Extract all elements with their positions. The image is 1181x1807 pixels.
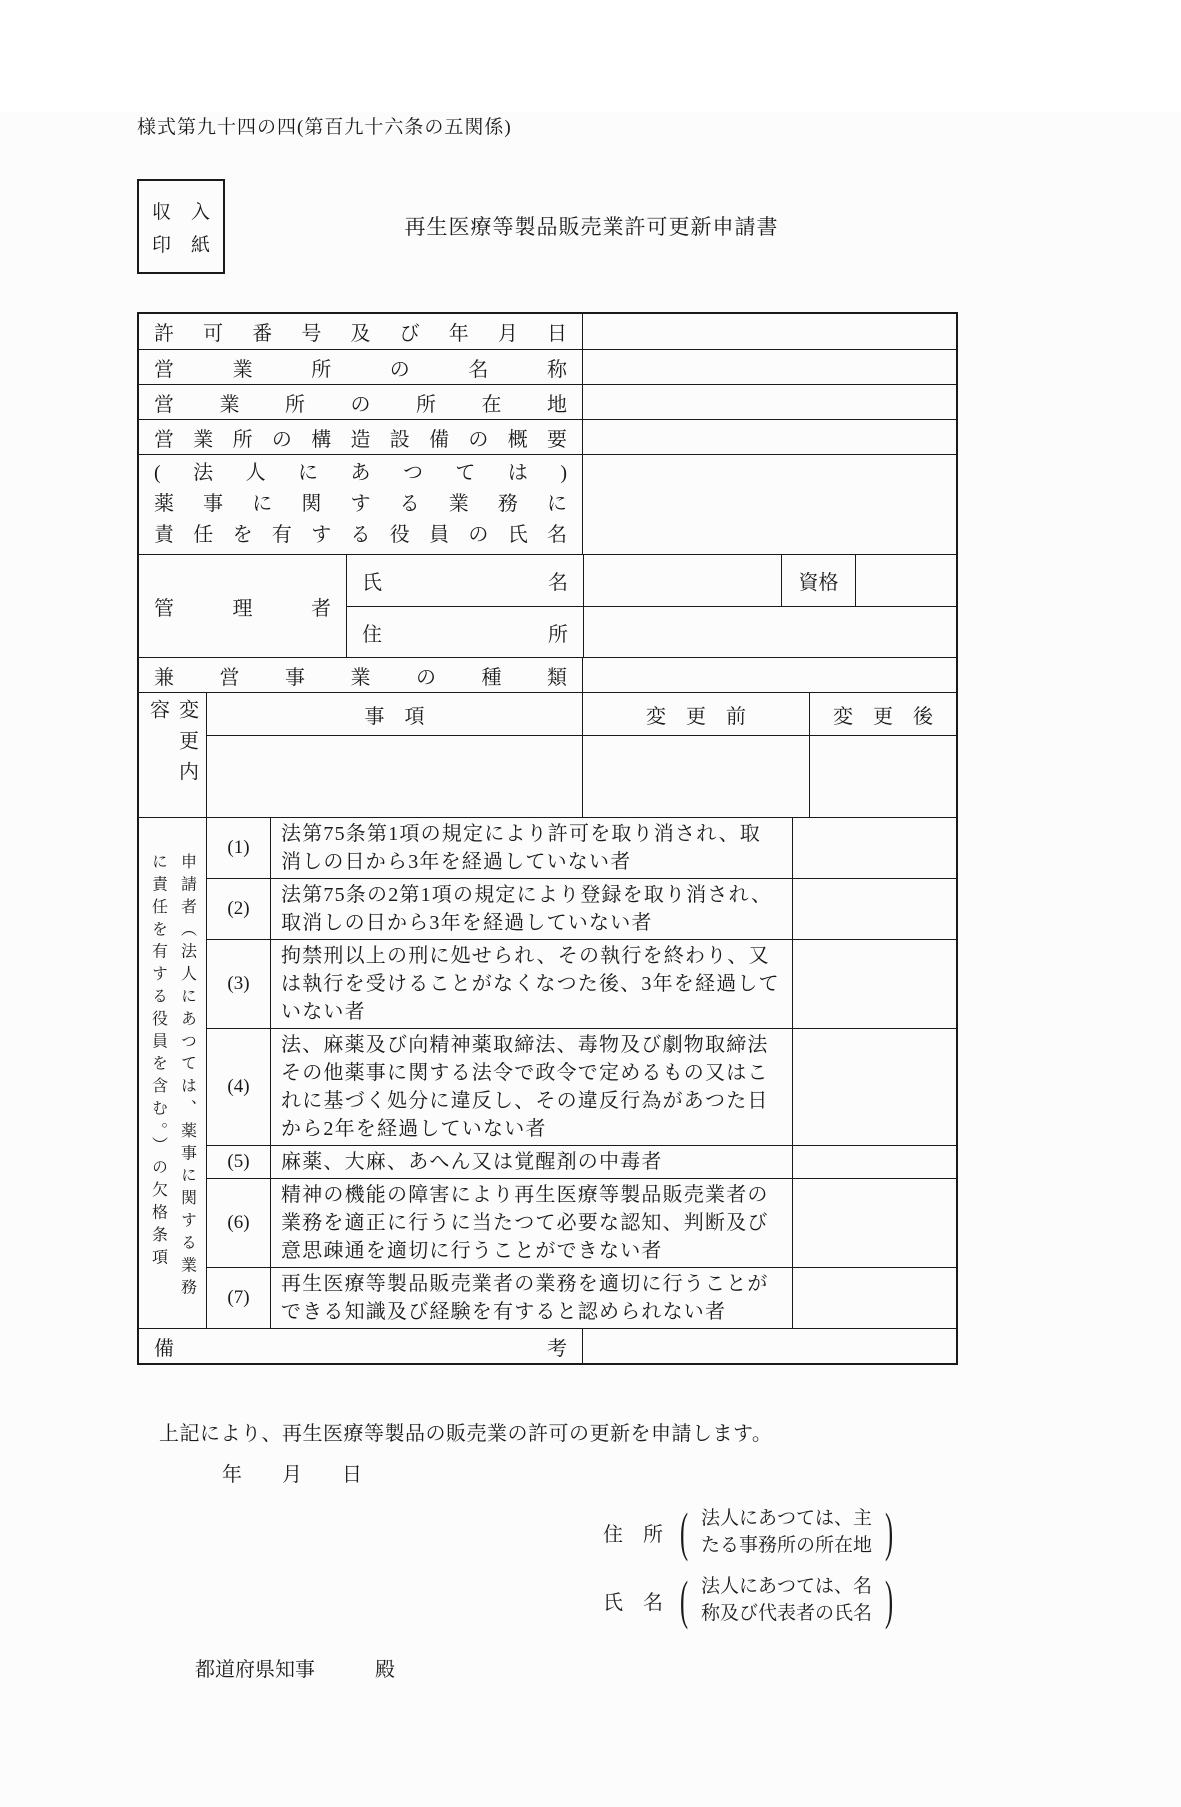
disqualification-item-row: [207, 1178, 956, 1267]
changes-before-header: 変 更 前: [582, 693, 809, 735]
applicant-address-note: [701, 1505, 872, 1559]
item-1-number: (1): [227, 837, 250, 858]
item-5-answer-input[interactable]: [792, 1146, 956, 1178]
open-paren: (: [679, 1502, 689, 1562]
table-section-changes: [139, 692, 956, 817]
item-5-number: (5): [227, 1151, 250, 1172]
disqualification-label-col1: 申請者（法人にあつては、薬事に関する業務: [178, 853, 196, 1301]
close-paren: ): [884, 1570, 894, 1630]
item-2-number: (2): [227, 898, 250, 919]
table-row-remarks: [139, 1328, 956, 1363]
item-2-text: 法第75条の2第1項の規定により登録を取り消され、取消しの日から3年を経過していない者: [270, 879, 792, 939]
close-paren: ): [884, 1502, 894, 1562]
name-note-line2: 称及び代表者の氏名: [700, 1603, 872, 1624]
change-before-input[interactable]: [582, 736, 809, 817]
facility-overview-input[interactable]: [582, 420, 956, 454]
office-address-label: 営業所の所在地: [154, 393, 567, 416]
address-note-line1: 法人にあつては、主: [700, 1508, 872, 1529]
item-1-answer-input[interactable]: [792, 818, 956, 878]
officer-names-label-line2: 薬事に関する業務に: [154, 493, 567, 515]
item-4-text: 法、麻薬及び向精神薬取締法、毒物及び劇物取締法その他薬事に関する法令で政令で定めるもの又はこれに基づく処分に違反し、その違反行為があつた日から2年を経過していない者: [270, 1029, 792, 1145]
office-name-label: 営業所の名称: [154, 358, 567, 381]
changes-header-row: [207, 693, 956, 735]
remarks-input[interactable]: [582, 1329, 956, 1363]
declaration-text: 上記により、再生医療等製品の販売業の許可の更新を申請します。: [159, 1423, 773, 1445]
table-row-manager: [139, 554, 956, 657]
stamp-line-1: 収入: [152, 201, 210, 223]
item-3-text: 拘禁刑以上の刑に処せられ、その執行を終わり、又は執行を受けることがなくなつた後、3年を経過していない者: [270, 940, 792, 1028]
address-note-line2: たる事務所の所在地: [700, 1535, 872, 1556]
item-7-text: 再生医療等製品販売業者の業務を適切に行うことができる知識及び経験を有すると認められない者: [270, 1268, 792, 1328]
form-page: [0, 112, 1181, 1807]
applicant-name-note: [701, 1573, 872, 1627]
addressee-line: 都道府県知事 殿: [195, 1659, 395, 1681]
open-paren: (: [679, 1570, 689, 1630]
item-4-answer-input[interactable]: [792, 1029, 956, 1145]
revenue-stamp-box: [137, 179, 225, 274]
change-item-input[interactable]: [207, 736, 582, 817]
officer-names-label: [139, 455, 582, 554]
table-row-side-business: [139, 657, 956, 692]
officer-names-label-line1: (法人にあつては): [154, 462, 567, 484]
manager-name-row: [347, 555, 956, 606]
item-2-answer-input[interactable]: [792, 879, 956, 939]
permit-number-input[interactable]: [582, 314, 956, 349]
signature-block: [137, 1503, 958, 1629]
item-3-number: (3): [227, 973, 250, 994]
change-after-input[interactable]: [809, 736, 956, 817]
manager-address-row: [347, 606, 956, 657]
disqualification-label: [139, 818, 206, 1328]
manager-qualification-label: 資格: [781, 555, 855, 606]
office-address-input[interactable]: [582, 385, 956, 419]
side-business-label: 兼営事業の種類: [154, 666, 567, 689]
disqualification-item-row: [207, 1267, 956, 1328]
item-7-answer-input[interactable]: [792, 1268, 956, 1328]
item-6-answer-input[interactable]: [792, 1179, 956, 1267]
applicant-address-label: 住 所: [602, 1523, 663, 1546]
disqualification-item-row: [207, 1028, 956, 1145]
disqualification-item-row: [207, 939, 956, 1028]
changes-body-row: [207, 735, 956, 817]
side-business-input[interactable]: [582, 658, 956, 692]
permit-number-label: 許可番号及び年月日: [154, 323, 567, 345]
title-row: [137, 179, 958, 274]
manager-name-input[interactable]: [583, 555, 781, 606]
table-section-disqualification: [139, 817, 956, 1328]
disqualification-label-col2: に責任を有する役員を含む。）の欠格条項: [149, 853, 167, 1271]
manager-qualification-input[interactable]: [855, 555, 956, 606]
office-name-input[interactable]: [582, 350, 956, 384]
manager-name-label: 氏名: [362, 572, 568, 594]
remarks-label: 備考: [154, 1337, 567, 1360]
item-1-text: 法第75条第1項の規定により許可を取り消され、取消しの日から3年を経過していない者: [270, 818, 792, 878]
changes-label: 変更内容: [146, 699, 198, 792]
date-line[interactable]: 年 月 日: [222, 1464, 362, 1486]
form-number: 様式第九十四の四(第百九十六条の五関係): [137, 117, 512, 138]
footer: [137, 1417, 958, 1682]
applicant-address-row[interactable]: [137, 1503, 900, 1561]
table-row-office-name: [139, 349, 956, 384]
disqualification-item-row: [207, 878, 956, 939]
facility-overview-label: 営業所の構造設備の概要: [154, 428, 567, 451]
table-row-officer-names: [139, 454, 956, 554]
changes-after-header: 変 更 後: [809, 693, 956, 735]
item-4-number: (4): [227, 1076, 250, 1097]
table-row-permit-number: [139, 314, 956, 349]
item-6-text: 精神の機能の障害により再生医療等製品販売業者の業務を適正に行うに当たつて必要な認知、判断及び意思疎通を適切に行うことができない者: [270, 1179, 792, 1267]
officer-names-input[interactable]: [582, 455, 956, 554]
name-note-line1: 法人にあつては、名: [700, 1576, 872, 1597]
officer-names-label-line3: 責任を有する役員の氏名: [154, 524, 567, 546]
application-table: [137, 312, 958, 1365]
changes-item-header: 事 項: [364, 705, 425, 728]
item-3-answer-input[interactable]: [792, 940, 956, 1028]
item-5-text: 麻薬、大麻、あへん又は覚醒剤の中毒者: [270, 1146, 792, 1178]
disqualification-item-row: [207, 818, 956, 878]
document-title: 再生医療等製品販売業許可更新申請書: [404, 215, 779, 239]
manager-address-label: 住所: [362, 623, 568, 646]
applicant-name-label: 氏 名: [602, 1591, 663, 1614]
stamp-line-2: 印紙: [152, 234, 210, 256]
table-row-facility-overview: [139, 419, 956, 454]
disqualification-item-row: [207, 1145, 956, 1178]
item-7-number: (7): [227, 1287, 250, 1308]
table-row-office-address: [139, 384, 956, 419]
manager-address-input[interactable]: [583, 607, 956, 657]
item-6-number: (6): [227, 1212, 250, 1233]
applicant-name-row[interactable]: [137, 1571, 900, 1629]
manager-label: 管理者: [154, 597, 331, 620]
